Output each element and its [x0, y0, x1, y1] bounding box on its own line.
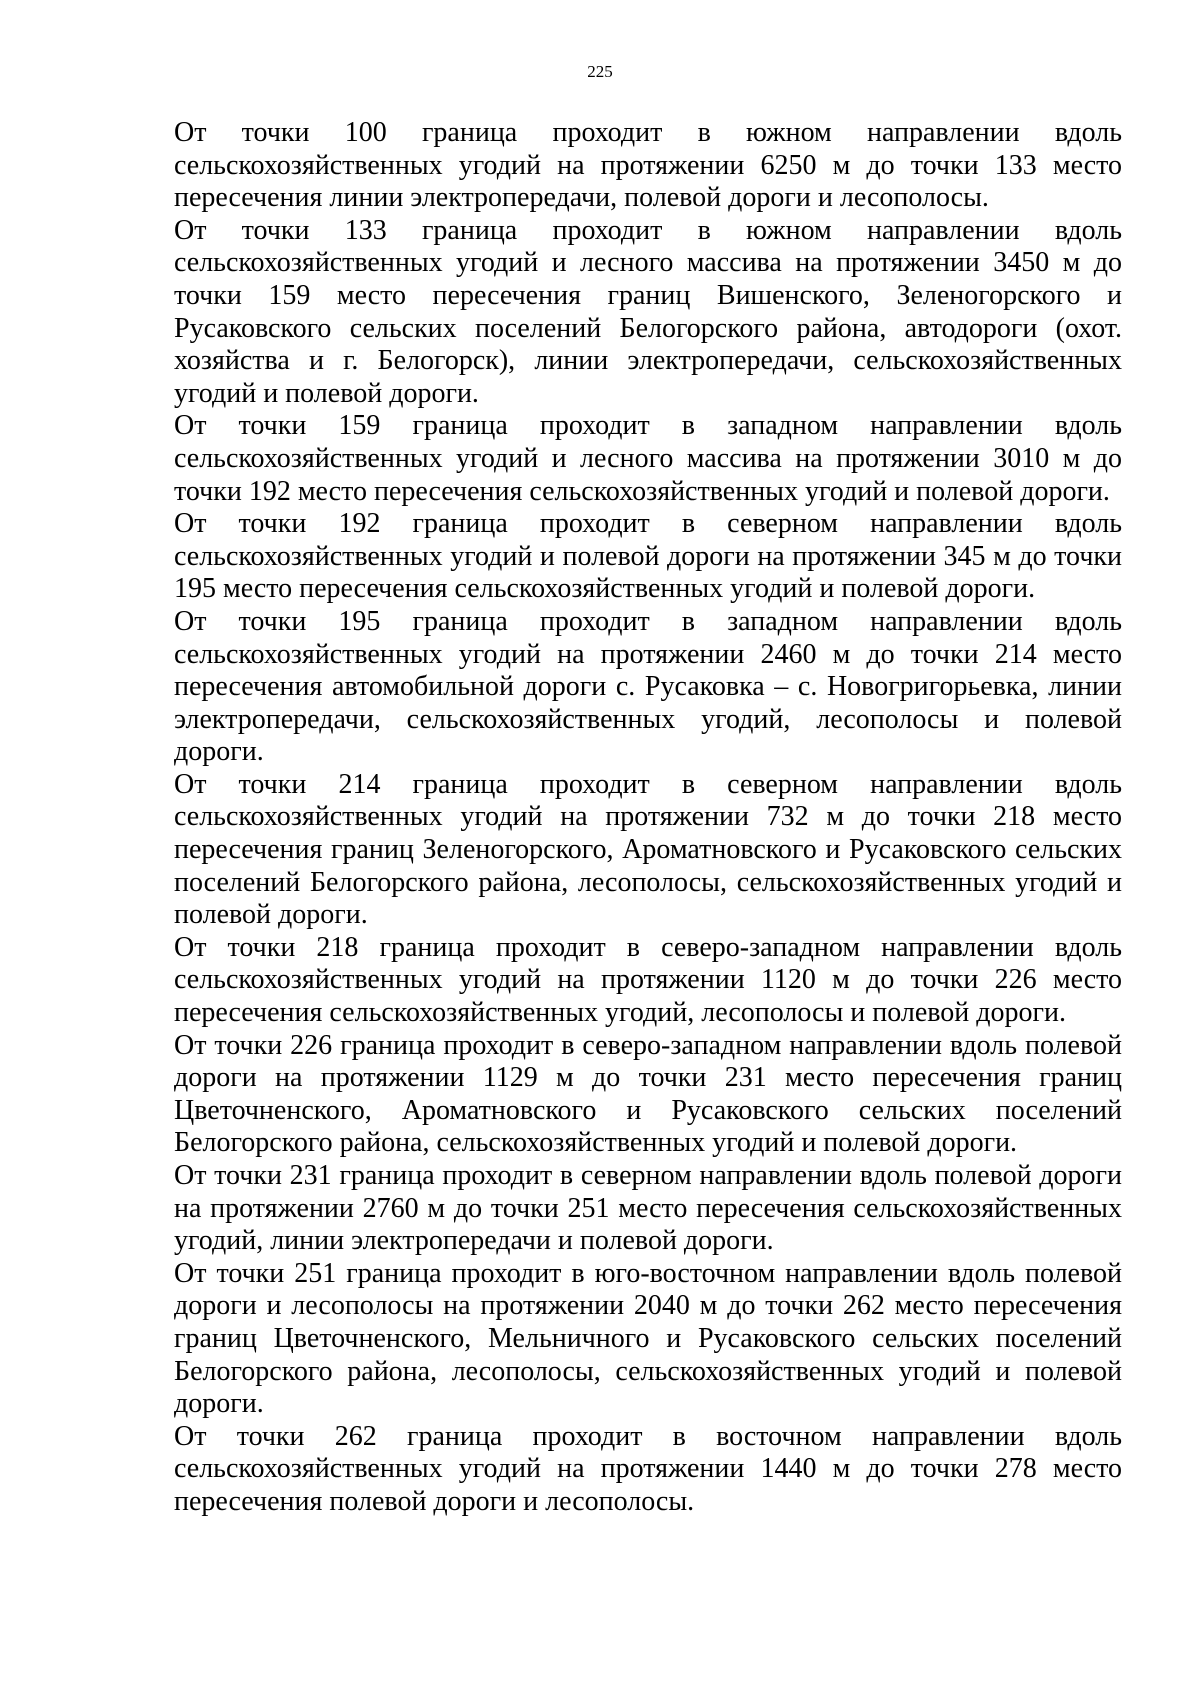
paragraph: От точки 100 граница проходит в южном направлении вдоль сельскохозяйственных угодий на протяжении 6250 м до точки 133 место пересечения линии электропередачи, полевой дороги и лесополосы.: [174, 117, 1122, 214]
paragraph: От точки 251 граница проходит в юго-восточном направлении вдоль полевой дороги и лесополосы на протяжении 2040 м до точки 262 место пересечения границ Цветочненского, Мельничного и Русаковского сельских поселений Белогорского района, лесополосы, сельскохозяйственных угодий и полевой дороги.: [174, 1257, 1122, 1420]
paragraph: От точки 262 граница проходит в восточном направлении вдоль сельскохозяйственных угодий на протяжении 1440 м до точки 278 место пересечения полевой дороги и лесополосы.: [174, 1420, 1122, 1517]
paragraph: От точки 195 граница проходит в западном направлении вдоль сельскохозяйственных угодий на протяжении 2460 м до точки 214 место пересечения автомобильной дороги с. Русаковка – с. Новогригорьевка, линии электропередачи, сельскохозяйственных угодий, лесополосы и полевой дороги.: [174, 605, 1122, 768]
paragraph: От точки 159 граница проходит в западном направлении вдоль сельскохозяйственных угодий и лесного массива на протяжении 3010 м до точки 192 место пересечения сельскохозяйственных угодий и полевой дороги.: [174, 410, 1122, 507]
document-body: [174, 117, 1122, 1519]
paragraph: От точки 192 граница проходит в северном направлении вдоль сельскохозяйственных угодий и полевой дороги на протяжении 345 м до точки 195 место пересечения сельскохозяйственных угодий и полевой дороги.: [174, 508, 1122, 605]
paragraph: От точки 218 граница проходит в северо-западном направлении вдоль сельскохозяйственных угодий на протяжении 1120 м до точки 226 место пересечения сельскохозяйственных угодий, лесополосы и полевой дороги.: [174, 931, 1122, 1029]
paragraph: От точки 226 граница проходит в северо-западном направлении вдоль полевой дороги на протяжении 1129 м до точки 231 место пересечения границ Цветочненского, Ароматновского и Русаковского сельских поселений Белогорского района, сельскохозяйственных угодий и полевой дороги.: [174, 1029, 1122, 1159]
page-number: 225: [587, 62, 613, 81]
paragraph: От точки 214 граница проходит в северном направлении вдоль сельскохозяйственных угодий на протяжении 732 м до точки 218 место пересечения границ Зеленогорского, Ароматновского и Русаковского сельских поселений Белогорского района, лесополосы, сельскохозяйственных угодий и полевой дороги.: [174, 768, 1122, 931]
paragraph: От точки 231 граница проходит в северном направлении вдоль полевой дороги на протяжении 2760 м до точки 251 место пересечения сельскохозяйственных угодий, линии электропередачи и полевой дороги.: [174, 1160, 1122, 1257]
paragraph: От точки 133 граница проходит в южном направлении вдоль сельскохозяйственных угодий и лесного массива на протяжении 3450 м до точки 159 место пересечения границ Вишенского, Зеленогорского и Русаковского сельских поселений Белогорского района, автодороги (охот. хозяйства и г. Белогорск), линии электропередачи, сельскохозяйственных угодий и полевой дороги.: [174, 214, 1122, 409]
